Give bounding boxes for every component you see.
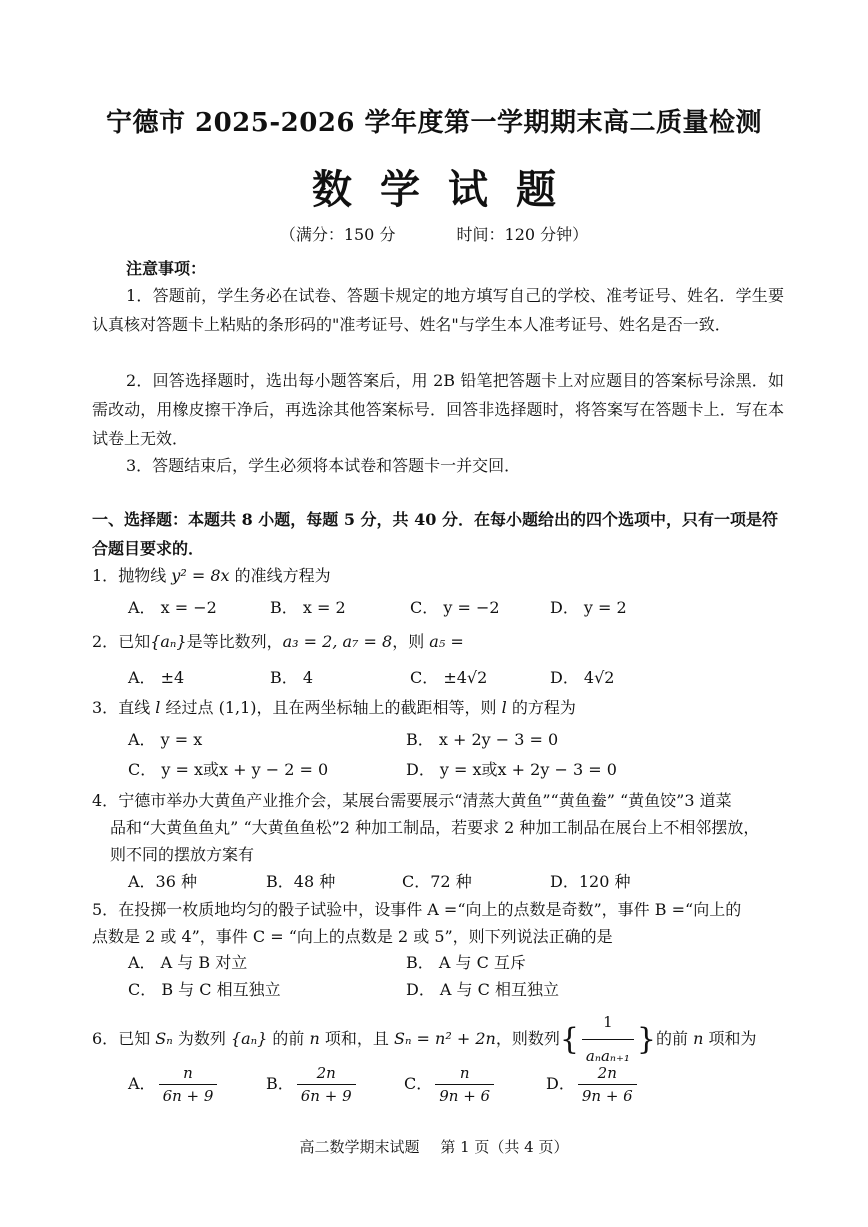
question-4-options bbox=[128, 869, 808, 895]
option-c: C． y = −2 bbox=[410, 598, 500, 617]
question-3-options-row1 bbox=[128, 727, 808, 753]
math-expression: l bbox=[501, 698, 507, 717]
question-6-options bbox=[128, 1064, 808, 1114]
option-c: C． ±4√2 bbox=[410, 668, 488, 687]
question-5-options-row1 bbox=[128, 950, 808, 976]
fraction-denominator: 6n + 9 bbox=[300, 1087, 352, 1105]
exam-meta bbox=[0, 222, 868, 245]
notice-item-1: 1．答题前，学生务必在试卷、答题卡规定的地方填写自己的学校、准考证号、姓名．学生要认真核对答题卡上粘贴的条形码的"准考证号、姓名"与学生本人准考证号、姓名是否一致． bbox=[92, 286, 784, 334]
option-c: C． y = x或x + y − 2 = 0 bbox=[128, 760, 329, 779]
fraction-numerator: 1 bbox=[582, 1008, 634, 1040]
question-5-line2: 点数是 2 或 4”，事件 C = “向上的点数是 2 或 5”，则下列说法正确的是 bbox=[92, 927, 613, 946]
math-expression: a₅ = bbox=[429, 632, 464, 651]
question-text: 项和，且 bbox=[319, 1029, 394, 1048]
option-label: A． bbox=[128, 1074, 156, 1093]
question-1-options bbox=[128, 595, 808, 621]
question-3 bbox=[92, 693, 792, 722]
question-2-options bbox=[128, 665, 808, 691]
question-2 bbox=[92, 627, 792, 656]
question-text: ，则数列 bbox=[495, 1029, 560, 1048]
section-heading: 一、选择题：本题共 8 小题，每题 5 分，共 40 分．在每小题给出的四个选项中，只有一项是符合题目要求的． bbox=[92, 510, 778, 558]
page-number: 第 1 页（共 4 页） bbox=[440, 1138, 569, 1156]
option-c bbox=[404, 1064, 497, 1105]
question-text: 是等比数列， bbox=[186, 632, 283, 651]
question-5-options-row2 bbox=[128, 977, 808, 1003]
math-expression: a₃ = 2, a₇ = 8 bbox=[282, 632, 393, 651]
option-a: A． ±4 bbox=[128, 668, 185, 687]
option-c: C． B 与 C 相互独立 bbox=[128, 980, 281, 999]
option-d: D．120 种 bbox=[550, 872, 631, 891]
math-expression: Sₙ bbox=[155, 1029, 173, 1048]
question-text: 的准线方程为 bbox=[229, 566, 331, 585]
fraction-numerator: 2n bbox=[578, 1064, 637, 1085]
question-text: 的方程为 bbox=[506, 698, 576, 717]
option-label: B． bbox=[266, 1074, 294, 1093]
question-4 bbox=[92, 786, 792, 815]
option-a: A． y = x bbox=[128, 730, 203, 749]
option-label: C． bbox=[404, 1074, 433, 1093]
question-number: 6． bbox=[92, 1029, 119, 1048]
question-text: 在投掷一枚质地均匀的骰子试验中，设事件 A =“向上的点数是奇数”，事件 B =“向上的 bbox=[118, 900, 742, 919]
score-info: （满分：150 分 bbox=[279, 225, 396, 244]
footer-title: 高二数学期末试题 bbox=[299, 1138, 420, 1156]
question-text: 为数列 bbox=[172, 1029, 231, 1048]
question-number: 1． bbox=[92, 566, 119, 585]
notice-title: 注意事项： bbox=[126, 259, 207, 278]
option-a: A． x = −2 bbox=[128, 598, 217, 617]
exam-title: 宁德市 2025-2026 学年度第一学期期末高二质量检测 bbox=[105, 108, 763, 138]
fraction-denominator: 9n + 6 bbox=[581, 1087, 633, 1105]
question-text: 已知 bbox=[118, 1029, 156, 1048]
option-b: B．48 种 bbox=[266, 872, 336, 891]
question-text: 抛物线 bbox=[118, 566, 172, 585]
option-b: B． x = 2 bbox=[270, 598, 346, 617]
time-info: 时间：120 分钟） bbox=[456, 225, 589, 244]
notice-item-2: 2．回答选择题时，选出每小题答案后，用 2B 铅笔把答题卡上对应题目的答案标号涂黑．如需改动，用橡皮擦干净后，再选涂其他答案标号．回答非选择题时，将答案写在答题卡上．写在本试卷上无效． bbox=[92, 371, 784, 448]
notice-item-3: 3．答题结束后，学生必须将本试卷和答题卡一并交回． bbox=[126, 456, 521, 475]
question-4-line3: 则不同的摆放方案有 bbox=[110, 845, 255, 864]
math-expression: {aₙ} bbox=[150, 632, 187, 651]
question-number: 4． bbox=[92, 791, 119, 810]
option-a: A．36 种 bbox=[128, 872, 198, 891]
question-number: 3． bbox=[92, 698, 119, 717]
question-text: 宁德市举办大黄鱼产业推介会，某展台需要展示“清蒸大黄鱼”“黄鱼鲞” “黄鱼饺”3 道菜 bbox=[118, 791, 732, 810]
math-expression: {aₙ} bbox=[230, 1029, 268, 1048]
option-a bbox=[128, 1064, 220, 1105]
left-brace: { bbox=[559, 1022, 579, 1057]
math-expression: Sₙ = n² + 2n bbox=[394, 1029, 496, 1048]
math-expression: n bbox=[309, 1029, 320, 1048]
fraction-denominator: aₙaₙ₊₁ bbox=[585, 1047, 630, 1065]
option-b: B． A 与 C 互斥 bbox=[406, 953, 526, 972]
question-number: 5． bbox=[92, 900, 119, 919]
page-footer bbox=[0, 1136, 868, 1157]
fraction bbox=[582, 1008, 634, 1071]
fraction-denominator: 6n + 9 bbox=[162, 1087, 214, 1105]
math-expression: n bbox=[693, 1029, 704, 1048]
option-c: C．72 种 bbox=[402, 872, 472, 891]
option-b bbox=[266, 1064, 359, 1105]
option-d: D． 4√2 bbox=[550, 668, 615, 687]
question-text: ，则 bbox=[392, 632, 430, 651]
fraction-numerator: n bbox=[435, 1064, 494, 1085]
fraction-numerator: n bbox=[159, 1064, 218, 1085]
math-expression: y² = 8x bbox=[171, 566, 230, 585]
exam-subject: 数学试题 bbox=[312, 166, 584, 213]
option-d: D． y = 2 bbox=[550, 598, 627, 617]
question-text: 的前 bbox=[267, 1029, 310, 1048]
question-text: 项和为 bbox=[703, 1029, 757, 1048]
question-text: 已知 bbox=[118, 632, 151, 651]
question-text: 经过点 (1,1)，且在两坐标轴上的截距相等，则 bbox=[160, 698, 502, 717]
question-6 bbox=[92, 1008, 792, 1071]
question-1 bbox=[92, 561, 792, 590]
question-text: 的前 bbox=[656, 1029, 694, 1048]
option-d: D． y = x或x + 2y − 3 = 0 bbox=[406, 760, 617, 779]
question-number: 2． bbox=[92, 632, 119, 651]
option-d: D． A 与 C 相互独立 bbox=[406, 980, 559, 999]
fraction-numerator: 2n bbox=[297, 1064, 356, 1085]
fraction-denominator: 9n + 6 bbox=[439, 1087, 491, 1105]
question-text: 直线 bbox=[118, 698, 156, 717]
question-3-options-row2 bbox=[128, 757, 808, 783]
option-b: B． 4 bbox=[270, 668, 314, 687]
option-d bbox=[546, 1064, 640, 1105]
option-b: B． x + 2y − 3 = 0 bbox=[406, 730, 559, 749]
right-brace: } bbox=[636, 1022, 656, 1057]
option-a: A． A 与 B 对立 bbox=[128, 953, 248, 972]
option-label: D． bbox=[546, 1074, 575, 1093]
math-expression: l bbox=[155, 698, 161, 717]
question-4-line2: 品和“大黄鱼鱼丸” “大黄鱼鱼松”2 种加工制品，若要求 2 种加工制品在展台上不相邻摆放， bbox=[110, 818, 760, 837]
question-5 bbox=[92, 895, 792, 924]
